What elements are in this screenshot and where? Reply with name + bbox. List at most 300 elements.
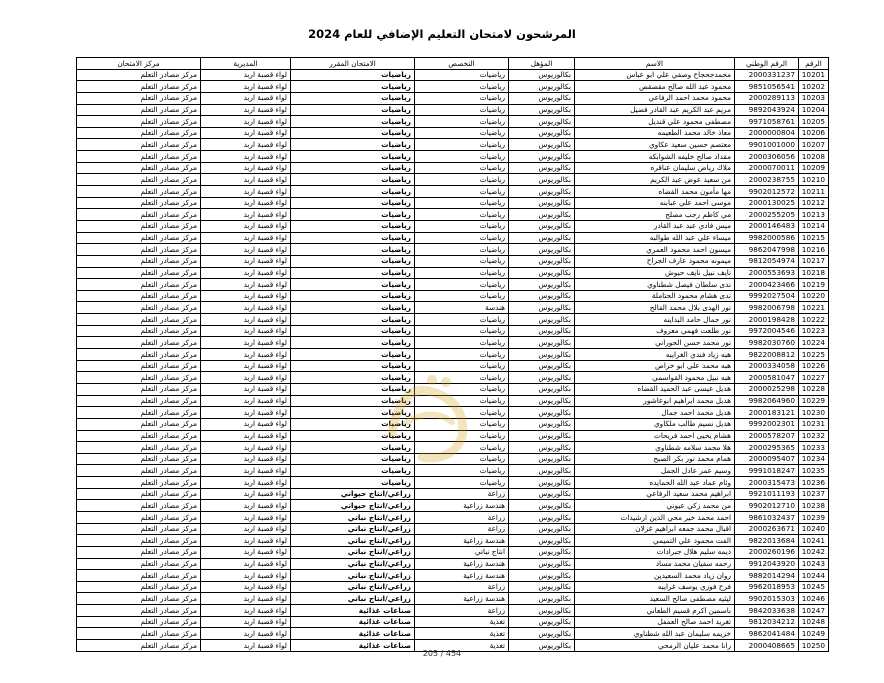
cell-directorate: لواء قصبة اربد (201, 546, 291, 558)
cell-directorate: لواء قصبة اربد (201, 616, 291, 628)
table-row (77, 186, 829, 198)
cell-national-id: 9861032437 (735, 511, 799, 523)
cell-specialization: رياضيات (415, 477, 509, 489)
cell-national-id: 2000183121 (735, 407, 799, 419)
cell-directorate: لواء قصبة اربد (201, 127, 291, 139)
cell-specialization: رياضيات (415, 430, 509, 442)
cell-name: محمدجحجاح وصفي علي ابو عباس (575, 69, 735, 81)
table-row (77, 523, 829, 535)
col-header-name: الاسم (575, 58, 735, 70)
table-row (77, 442, 829, 454)
cell-name: مريم عبد الكريم عبد القادر فضيل (575, 104, 735, 116)
cell-exam-center: مركز مصادر التعلم (77, 116, 201, 128)
cell-qualification: بكالوريوس (509, 430, 575, 442)
cell-specialization: هندسة زراعية (415, 535, 509, 547)
cell-name: ندى سلطان فيصل شطناوي (575, 279, 735, 291)
cell-exam-center: مركز مصادر التعلم (77, 244, 201, 256)
cell-exam-center: مركز مصادر التعلم (77, 395, 201, 407)
cell-qualification: بكالوريوس (509, 244, 575, 256)
cell-exam-center: مركز مصادر التعلم (77, 186, 201, 198)
cell-serial: 10243 (799, 558, 829, 570)
cell-exam-center: مركز مصادر التعلم (77, 581, 201, 593)
table-row (77, 325, 829, 337)
cell-exam: رياضيات (291, 290, 415, 302)
cell-directorate: لواء قصبة اربد (201, 139, 291, 151)
cell-national-id: 2000581047 (735, 372, 799, 384)
cell-directorate: لواء قصبة اربد (201, 267, 291, 279)
cell-serial: 10227 (799, 372, 829, 384)
cell-serial: 10228 (799, 383, 829, 395)
table-row (77, 267, 829, 279)
cell-serial: 10218 (799, 267, 829, 279)
cell-exam-center: مركز مصادر التعلم (77, 535, 201, 547)
cell-specialization: هندسة زراعية (415, 570, 509, 582)
cell-serial: 10230 (799, 407, 829, 419)
cell-qualification: بكالوريوس (509, 535, 575, 547)
cell-directorate: لواء قصبة اربد (201, 605, 291, 617)
cell-exam-center: مركز مصادر التعلم (77, 162, 201, 174)
cell-national-id: 2000146483 (735, 220, 799, 232)
cell-qualification: بكالوريوس (509, 197, 575, 209)
table-row (77, 337, 829, 349)
cell-name: معتصم حسين سعيد عكاوي (575, 139, 735, 151)
cell-qualification: بكالوريوس (509, 151, 575, 163)
cell-name: هشام يحيى احمد فريحات (575, 430, 735, 442)
cell-specialization: رياضيات (415, 186, 509, 198)
cell-directorate: لواء قصبة اربد (201, 197, 291, 209)
cell-name: تغريد احمد صالح العمفل (575, 616, 735, 628)
cell-national-id: 9992002301 (735, 418, 799, 430)
cell-qualification: بكالوريوس (509, 162, 575, 174)
cell-national-id: 9812054974 (735, 255, 799, 267)
cell-exam: رياضيات (291, 209, 415, 221)
cell-serial: 10239 (799, 511, 829, 523)
cell-name: مها مأمون محمد القضاه (575, 186, 735, 198)
cell-name: ميساء علي عبد الله طوالبه (575, 232, 735, 244)
table-row (77, 605, 829, 617)
cell-name: هديل محمد احمد جمال (575, 407, 735, 419)
cell-exam-center: مركز مصادر التعلم (77, 279, 201, 291)
cell-serial: 10236 (799, 477, 829, 489)
cell-specialization: رياضيات (415, 92, 509, 104)
cell-exam-center: مركز مصادر التعلم (77, 453, 201, 465)
cell-specialization: رياضيات (415, 325, 509, 337)
cell-directorate: لواء قصبة اربد (201, 244, 291, 256)
cell-exam: رياضيات (291, 337, 415, 349)
cell-specialization: تغذية (415, 628, 509, 640)
cell-qualification: بكالوريوس (509, 279, 575, 291)
cell-national-id: 9921011193 (735, 488, 799, 500)
cell-national-id: 2000238755 (735, 174, 799, 186)
cell-directorate: لواء قصبة اربد (201, 325, 291, 337)
cell-national-id: 2000095407 (735, 453, 799, 465)
cell-exam-center: مركز مصادر التعلم (77, 442, 201, 454)
table-row (77, 209, 829, 221)
table-row (77, 92, 829, 104)
cell-national-id: 2000198428 (735, 314, 799, 326)
cell-exam-center: مركز مصادر التعلم (77, 139, 201, 151)
cell-directorate: لواء قصبة اربد (201, 162, 291, 174)
cell-exam: رياضيات (291, 116, 415, 128)
cell-qualification: بكالوريوس (509, 92, 575, 104)
cell-name: ملاك رياض سليمان عناقره (575, 162, 735, 174)
table-row (77, 477, 829, 489)
cell-qualification: بكالوريوس (509, 349, 575, 361)
cell-exam: رياضيات (291, 395, 415, 407)
cell-exam-center: مركز مصادر التعلم (77, 511, 201, 523)
cell-specialization: هندسة (415, 302, 509, 314)
cell-specialization: رياضيات (415, 116, 509, 128)
cell-directorate: لواء قصبة اربد (201, 151, 291, 163)
cell-qualification: بكالوريوس (509, 500, 575, 512)
cell-specialization: رياضيات (415, 174, 509, 186)
cell-qualification: بكالوريوس (509, 546, 575, 558)
cell-qualification: بكالوريوس (509, 477, 575, 489)
table-row (77, 488, 829, 500)
table-row (77, 104, 829, 116)
cell-exam-center: مركز مصادر التعلم (77, 127, 201, 139)
cell-qualification: بكالوريوس (509, 511, 575, 523)
table-row (77, 418, 829, 430)
cell-serial: 10232 (799, 430, 829, 442)
cell-serial: 10219 (799, 279, 829, 291)
cell-exam: رياضيات (291, 127, 415, 139)
cell-specialization: رياضيات (415, 290, 509, 302)
cell-directorate: لواء قصبة اربد (201, 186, 291, 198)
cell-serial: 10208 (799, 151, 829, 163)
cell-qualification: بكالوريوس (509, 383, 575, 395)
cell-serial: 10206 (799, 127, 829, 139)
cell-national-id: 2000306056 (735, 151, 799, 163)
table-row (77, 430, 829, 442)
cell-name: باسمين اكرم قسيم الطعاني (575, 605, 735, 617)
cell-qualification: بكالوريوس (509, 127, 575, 139)
cell-specialization: زراعة (415, 605, 509, 617)
col-header-exam: الامتحان المقرر (291, 58, 415, 70)
table-row (77, 593, 829, 605)
cell-exam-center: مركز مصادر التعلم (77, 337, 201, 349)
cell-qualification: بكالوريوس (509, 325, 575, 337)
cell-exam: رياضيات (291, 220, 415, 232)
cell-exam: رياضيات (291, 453, 415, 465)
cell-exam: رياضيات (291, 477, 415, 489)
cell-specialization: رياضيات (415, 418, 509, 430)
cell-serial: 10231 (799, 418, 829, 430)
cell-specialization: هندسة زراعية (415, 558, 509, 570)
cell-name: معاذ خالد محمد الطعيمه (575, 127, 735, 139)
cell-name: محمود عبد الله صالح مقصقص (575, 81, 735, 93)
cell-exam-center: مركز مصادر التعلم (77, 290, 201, 302)
cell-qualification: بكالوريوس (509, 418, 575, 430)
cell-exam-center: مركز مصادر التعلم (77, 523, 201, 535)
cell-directorate: لواء قصبة اربد (201, 430, 291, 442)
table-row (77, 174, 829, 186)
col-header-serial: الرقم (799, 58, 829, 70)
cell-name: ليثيه مصطفى صالح السعيد (575, 593, 735, 605)
table-row (77, 220, 829, 232)
cell-name: نور جمال حامد البداينه (575, 314, 735, 326)
cell-serial: 10234 (799, 453, 829, 465)
cell-specialization: رياضيات (415, 383, 509, 395)
table-row (77, 302, 829, 314)
cell-qualification: بكالوريوس (509, 290, 575, 302)
table-row (77, 360, 829, 372)
cell-directorate: لواء قصبة اربد (201, 640, 291, 652)
cell-exam: صناعات غذائية (291, 605, 415, 617)
cell-directorate: لواء قصبة اربد (201, 290, 291, 302)
cell-name: موسى احمد علي عبابنه (575, 197, 735, 209)
cell-national-id: 2000130025 (735, 197, 799, 209)
cell-directorate: لواء قصبة اربد (201, 570, 291, 582)
cell-national-id: 9902015303 (735, 593, 799, 605)
cell-serial: 10233 (799, 442, 829, 454)
cell-serial: 10201 (799, 69, 829, 81)
cell-name: نور محمد حسن الحوراني (575, 337, 735, 349)
cell-exam-center: مركز مصادر التعلم (77, 593, 201, 605)
cell-directorate: لواء قصبة اربد (201, 174, 291, 186)
cell-specialization: رياضيات (415, 255, 509, 267)
cell-specialization: رياضيات (415, 267, 509, 279)
cell-national-id: 2000315473 (735, 477, 799, 489)
cell-exam: رياضيات (291, 465, 415, 477)
cell-specialization: هندسة زراعية (415, 593, 509, 605)
cell-exam: زراعي/انتاج نباتي (291, 570, 415, 582)
cell-exam: زراعي/انتاج حيواني (291, 488, 415, 500)
cell-exam-center: مركز مصادر التعلم (77, 267, 201, 279)
cell-exam-center: مركز مصادر التعلم (77, 325, 201, 337)
cell-exam: زراعي/انتاج نباتي (291, 558, 415, 570)
cell-national-id: 9851056541 (735, 81, 799, 93)
cell-serial: 10205 (799, 116, 829, 128)
cell-qualification: بكالوريوس (509, 372, 575, 384)
cell-name: محمود محمد احمد الرفاعي (575, 92, 735, 104)
cell-specialization: رياضيات (415, 104, 509, 116)
cell-exam-center: مركز مصادر التعلم (77, 383, 201, 395)
cell-national-id: 9812034212 (735, 616, 799, 628)
table-row (77, 465, 829, 477)
cell-exam-center: مركز مصادر التعلم (77, 69, 201, 81)
cell-name: اقبال محمد جمعه ابراهيم غزلان (575, 523, 735, 535)
cell-directorate: لواء قصبة اربد (201, 488, 291, 500)
cell-national-id: 2000263671 (735, 523, 799, 535)
col-header-exam-center: مركز الامتحان (77, 58, 201, 70)
cell-national-id: 2000255205 (735, 209, 799, 221)
cell-exam: رياضيات (291, 244, 415, 256)
cell-specialization: تغذية (415, 640, 509, 652)
cell-exam-center: مركز مصادر التعلم (77, 197, 201, 209)
cell-specialization: انتاج نباتي (415, 546, 509, 558)
cell-national-id: 2000331237 (735, 69, 799, 81)
cell-exam: رياضيات (291, 92, 415, 104)
cell-qualification: بكالوريوس (509, 104, 575, 116)
cell-serial: 10221 (799, 302, 829, 314)
cell-serial: 10223 (799, 325, 829, 337)
cell-directorate: لواء قصبة اربد (201, 523, 291, 535)
cell-specialization: رياضيات (415, 244, 509, 256)
cell-specialization: زراعة (415, 511, 509, 523)
table-row (77, 349, 829, 361)
cell-exam: رياضيات (291, 430, 415, 442)
cell-exam: صناعات غذائية (291, 628, 415, 640)
cell-exam: زراعي/انتاج نباتي (291, 581, 415, 593)
cell-serial: 10207 (799, 139, 829, 151)
cell-name: روان زياد محمد السعيدين (575, 570, 735, 582)
cell-national-id: 9912043920 (735, 558, 799, 570)
table-row (77, 395, 829, 407)
table-row (77, 314, 829, 326)
cell-exam: رياضيات (291, 418, 415, 430)
table-row (77, 500, 829, 512)
cell-national-id: 2000025298 (735, 383, 799, 395)
cell-serial: 10215 (799, 232, 829, 244)
cell-exam-center: مركز مصادر التعلم (77, 372, 201, 384)
cell-serial: 10245 (799, 581, 829, 593)
cell-directorate: لواء قصبة اربد (201, 255, 291, 267)
cell-qualification: بكالوريوس (509, 465, 575, 477)
cell-exam: رياضيات (291, 302, 415, 314)
cell-directorate: لواء قصبة اربد (201, 535, 291, 547)
table-row (77, 279, 829, 291)
cell-serial: 10214 (799, 220, 829, 232)
cell-exam: رياضيات (291, 314, 415, 326)
table-row (77, 127, 829, 139)
cell-qualification: بكالوريوس (509, 81, 575, 93)
cell-directorate: لواء قصبة اربد (201, 383, 291, 395)
cell-serial: 10248 (799, 616, 829, 628)
cell-serial: 10213 (799, 209, 829, 221)
cell-exam: رياضيات (291, 279, 415, 291)
cell-name: همام محمد نور بكر الصبح (575, 453, 735, 465)
cell-exam: رياضيات (291, 104, 415, 116)
cell-specialization: تغذية (415, 616, 509, 628)
cell-exam-center: مركز مصادر التعلم (77, 220, 201, 232)
cell-exam-center: مركز مصادر التعلم (77, 174, 201, 186)
cell-directorate: لواء قصبة اربد (201, 453, 291, 465)
table-row (77, 290, 829, 302)
cell-serial: 10244 (799, 570, 829, 582)
cell-exam-center: مركز مصادر التعلم (77, 104, 201, 116)
cell-specialization: رياضيات (415, 314, 509, 326)
cell-serial: 10240 (799, 523, 829, 535)
cell-qualification: بكالوريوس (509, 186, 575, 198)
table-row (77, 383, 829, 395)
cell-directorate: لواء قصبة اربد (201, 104, 291, 116)
cell-serial: 10203 (799, 92, 829, 104)
cell-name: ميمونه محمود عارف الجراح (575, 255, 735, 267)
cell-national-id: 9962018953 (735, 581, 799, 593)
cell-national-id: 9822008812 (735, 349, 799, 361)
cell-specialization: رياضيات (415, 139, 509, 151)
cell-name: هبه زياد فندي الغرايبه (575, 349, 735, 361)
cell-qualification: بكالوريوس (509, 605, 575, 617)
table-row (77, 162, 829, 174)
cell-national-id: 9882014294 (735, 570, 799, 582)
cell-exam: رياضيات (291, 442, 415, 454)
table-row (77, 581, 829, 593)
cell-exam: زراعي/انتاج نباتي (291, 546, 415, 558)
cell-exam: رياضيات (291, 267, 415, 279)
cell-serial: 10238 (799, 500, 829, 512)
cell-qualification: بكالوريوس (509, 616, 575, 628)
cell-qualification: بكالوريوس (509, 523, 575, 535)
cell-serial: 10220 (799, 290, 829, 302)
cell-name: رحمه سفيان محمد مساد (575, 558, 735, 570)
cell-exam-center: مركز مصادر التعلم (77, 255, 201, 267)
cell-exam-center: مركز مصادر التعلم (77, 477, 201, 489)
cell-name: فرح فوزي يوسف غرايبه (575, 581, 735, 593)
cell-serial: 10246 (799, 593, 829, 605)
col-header-national-id: الرقم الوطني (735, 58, 799, 70)
cell-directorate: لواء قصبة اربد (201, 407, 291, 419)
cell-name: هلا محمد سلامه شطناوي (575, 442, 735, 454)
cell-exam: رياضيات (291, 151, 415, 163)
cell-serial: 10216 (799, 244, 829, 256)
cell-exam-center: مركز مصادر التعلم (77, 640, 201, 652)
cell-qualification: بكالوريوس (509, 570, 575, 582)
cell-qualification: بكالوريوس (509, 69, 575, 81)
cell-exam-center: مركز مصادر التعلم (77, 302, 201, 314)
cell-exam-center: مركز مصادر التعلم (77, 151, 201, 163)
cell-exam: صناعات غذائية (291, 640, 415, 652)
cell-directorate: لواء قصبة اربد (201, 465, 291, 477)
cell-exam-center: مركز مصادر التعلم (77, 430, 201, 442)
cell-directorate: لواء قصبة اربد (201, 81, 291, 93)
cell-exam: رياضيات (291, 349, 415, 361)
cell-serial: 10210 (799, 174, 829, 186)
cell-exam: رياضيات (291, 325, 415, 337)
cell-directorate: لواء قصبة اربد (201, 395, 291, 407)
cell-name: ميسون احمد محمود العمري (575, 244, 735, 256)
cell-specialization: رياضيات (415, 360, 509, 372)
cell-exam-center: مركز مصادر التعلم (77, 349, 201, 361)
cell-exam-center: مركز مصادر التعلم (77, 418, 201, 430)
cell-exam-center: مركز مصادر التعلم (77, 605, 201, 617)
cell-serial: 10226 (799, 360, 829, 372)
cell-specialization: رياضيات (415, 372, 509, 384)
cell-national-id: 9982064960 (735, 395, 799, 407)
cell-exam: رياضيات (291, 186, 415, 198)
cell-serial: 10250 (799, 640, 829, 652)
table-row (77, 69, 829, 81)
cell-national-id: 9862041484 (735, 628, 799, 640)
cell-directorate: لواء قصبة اربد (201, 279, 291, 291)
cell-exam: رياضيات (291, 255, 415, 267)
cell-name: ندى هشام محمود الحتاملة (575, 290, 735, 302)
cell-directorate: لواء قصبة اربد (201, 418, 291, 430)
cell-name: نور طلعت فهمي معروف (575, 325, 735, 337)
cell-specialization: رياضيات (415, 81, 509, 93)
cell-exam-center: مركز مصادر التعلم (77, 488, 201, 500)
cell-national-id: 9991018247 (735, 465, 799, 477)
cell-exam-center: مركز مصادر التعلم (77, 616, 201, 628)
cell-exam: رياضيات (291, 407, 415, 419)
cell-specialization: رياضيات (415, 442, 509, 454)
col-header-specialization: التخصص (415, 58, 509, 70)
table-row (77, 244, 829, 256)
cell-serial: 10237 (799, 488, 829, 500)
cell-exam-center: مركز مصادر التعلم (77, 232, 201, 244)
cell-name: مي كاظم رجب مصلح (575, 209, 735, 221)
cell-exam-center: مركز مصادر التعلم (77, 407, 201, 419)
table-row (77, 197, 829, 209)
cell-qualification: بكالوريوس (509, 209, 575, 221)
cell-specialization: رياضيات (415, 465, 509, 477)
cell-national-id: 9972004546 (735, 325, 799, 337)
cell-specialization: زراعة (415, 581, 509, 593)
table-row (77, 546, 829, 558)
cell-directorate: لواء قصبة اربد (201, 349, 291, 361)
cell-name: خزيمه سليمان عبد الله شطناوي (575, 628, 735, 640)
